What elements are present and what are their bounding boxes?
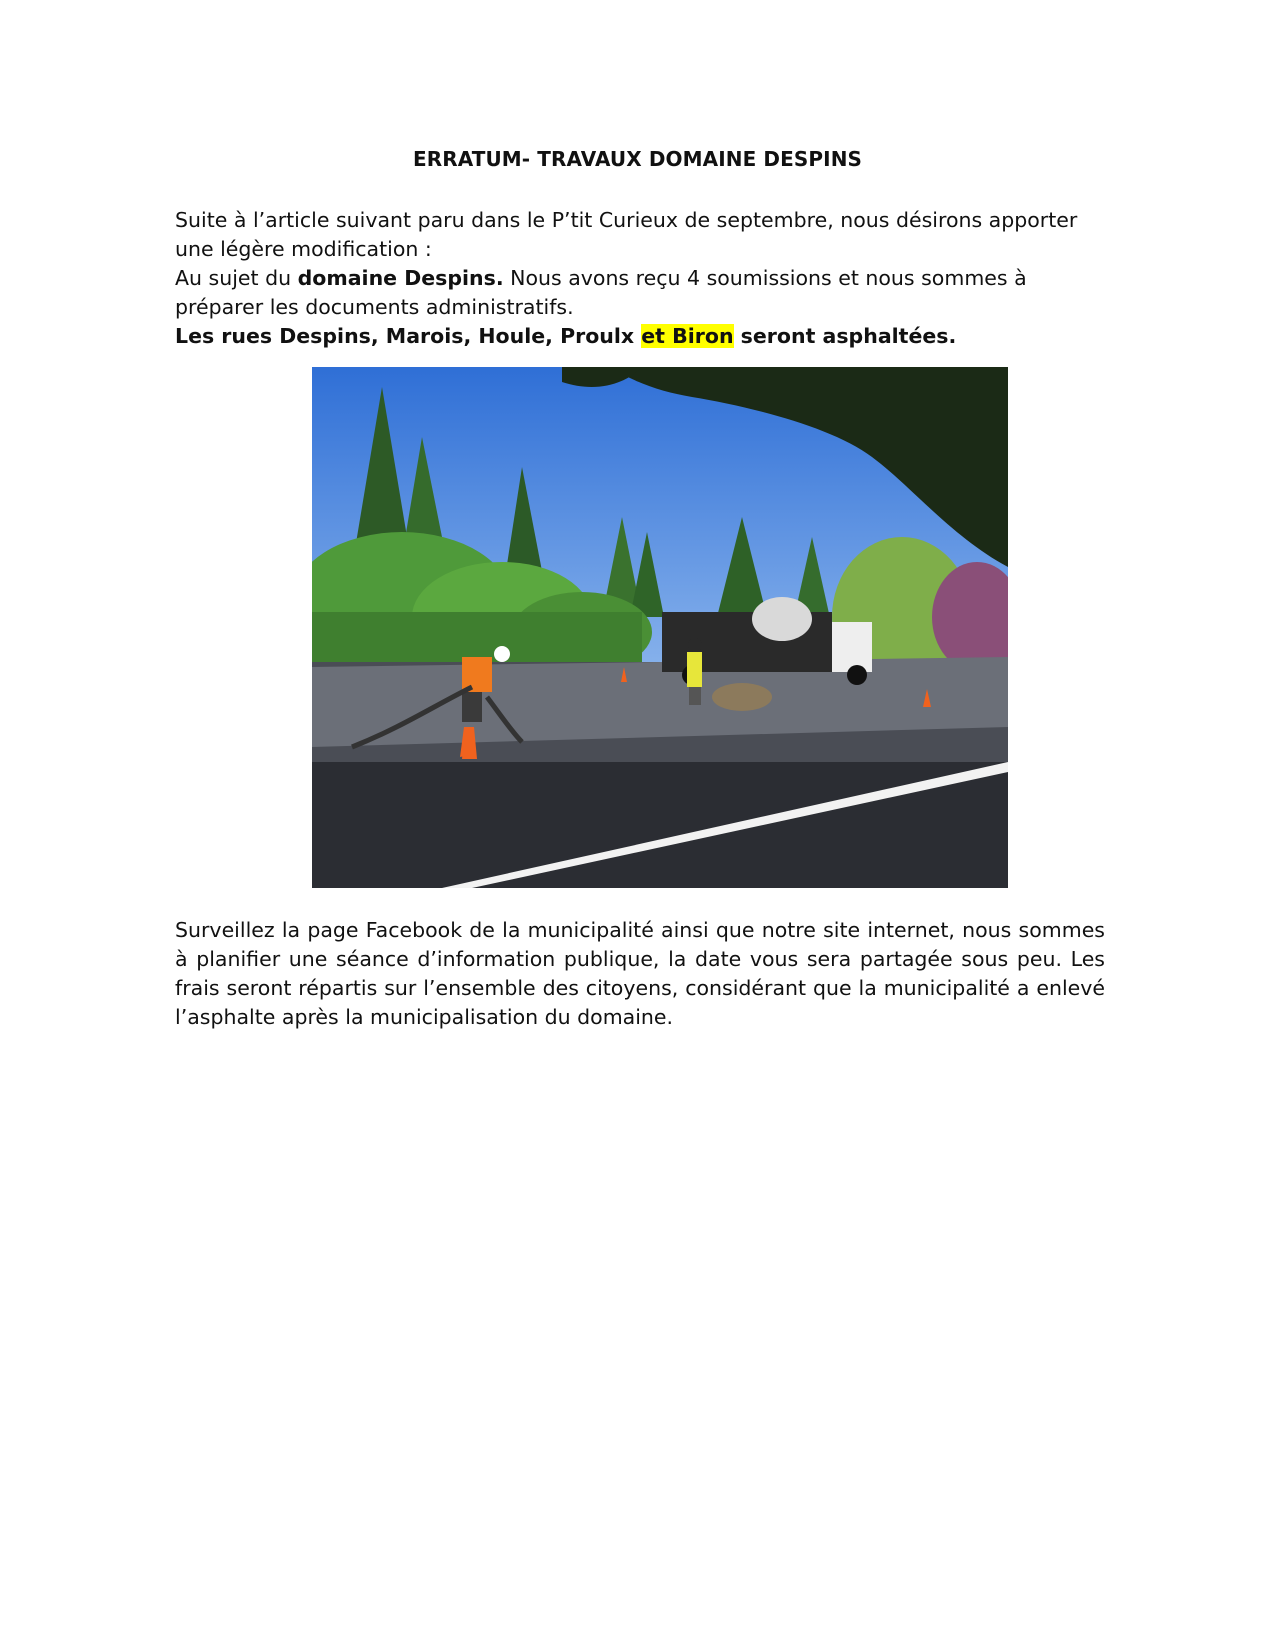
streets-after: seront asphaltées. [733,324,957,348]
road-work-illustration [312,367,1008,888]
streets-before: Les rues Despins, Marois, Houle, Proulx [175,324,642,348]
saw-machine [712,683,772,711]
subject-paragraph [175,264,1105,322]
intro-section [175,206,1105,351]
subject-prefix: Au sujet du [175,266,298,290]
intro-paragraph: Suite à l’article suivant paru dans le P’tit Curieux de septembre, nous désirons apporter une légère modification : [175,208,1078,261]
streets-paragraph [175,322,1105,351]
subject-suffix: Nous avons reçu 4 soumissions et nous sommes à préparer les documents administratifs. [175,266,1027,319]
road-work-photo [312,367,1008,888]
document-title: ERRATUM- TRAVAUX DOMAINE DESPINS [412,147,863,171]
streets-highlight: et Biron [641,324,734,348]
closing-section [175,916,1105,1032]
subject-bold: domaine Despins. [297,266,504,290]
closing-paragraph: Surveillez la page Facebook de la municipalité ainsi que notre site internet, nous sommes à planifier une séance d’information publique, la date vous sera partagée sous peu. Les frais seront répartis sur l’ensemble des citoyens, considérant que la municipalité a enlevé l’asphalte après la municipalisation du domaine. [175,918,1105,1029]
